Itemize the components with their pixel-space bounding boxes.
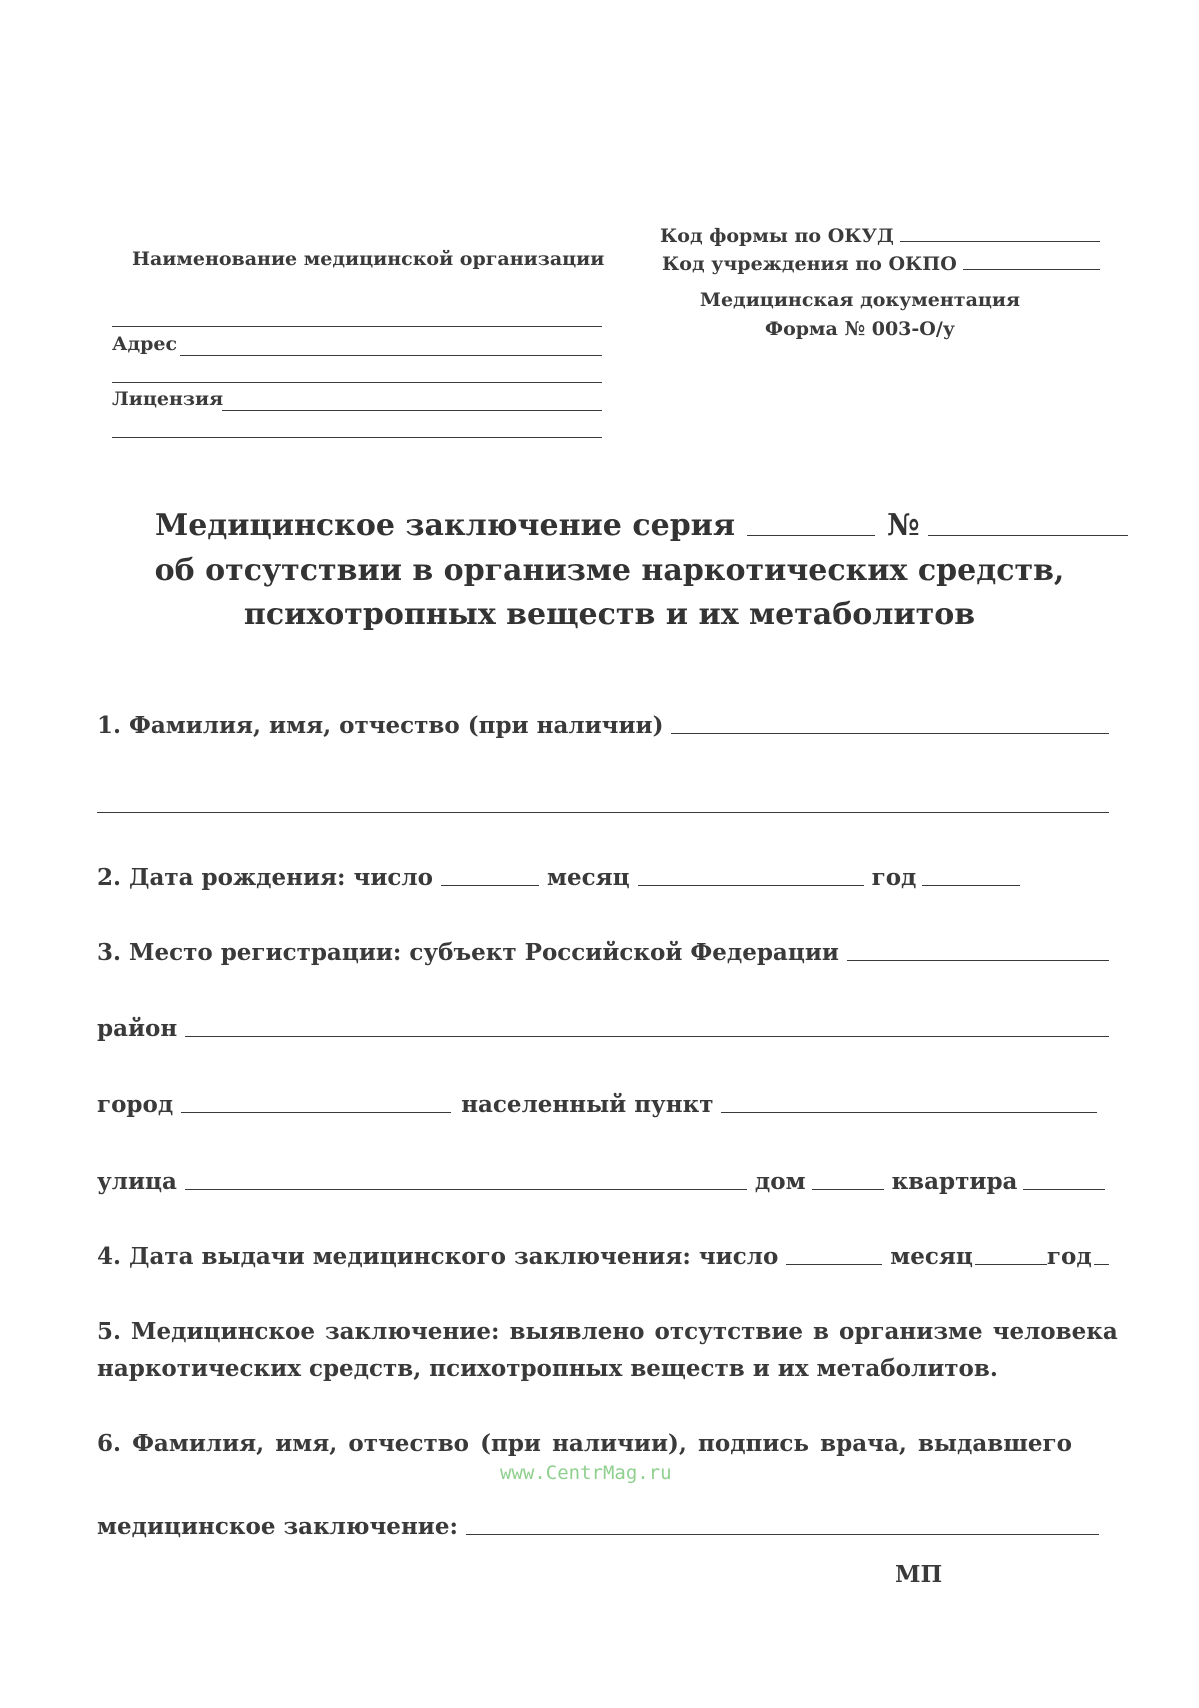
watermark: www.CentrMag.ru (500, 1462, 672, 1484)
apartment-line[interactable] (1023, 1189, 1105, 1190)
full-name-line-2[interactable] (97, 812, 1109, 813)
doc-type: Медицинская документация (699, 289, 1021, 311)
okpo-label: Код учреждения по ОКПО (662, 253, 957, 275)
house-line[interactable] (812, 1189, 884, 1190)
field-3-label: 3. Место регистрации: субъект Российской Федерации (97, 939, 839, 966)
okud-line[interactable] (900, 241, 1100, 242)
address-line[interactable] (180, 355, 602, 356)
city-line[interactable] (181, 1112, 451, 1113)
title-line-1 (155, 508, 1128, 543)
field-1-label: 1. Фамилия, имя, отчество (при наличии) (97, 712, 664, 739)
okud-label: Код формы по ОКУД (660, 225, 894, 247)
region-line[interactable] (847, 960, 1109, 961)
district-row (97, 1015, 1109, 1042)
license-line[interactable] (222, 410, 602, 411)
street-line[interactable] (185, 1189, 747, 1190)
okud-row (660, 225, 1100, 247)
settlement-label: населенный пункт (461, 1091, 714, 1118)
street-label: улица (97, 1168, 177, 1195)
full-name-line[interactable] (671, 733, 1109, 734)
okpo-line[interactable] (963, 269, 1100, 270)
title-line-3: психотропных веществ и их метаболитов (243, 597, 976, 632)
field-4-row (97, 1243, 1109, 1270)
field-3-row (97, 939, 1109, 966)
issue-year-line[interactable] (1094, 1264, 1109, 1265)
series-line[interactable] (747, 535, 875, 536)
issue-day-line[interactable] (786, 1264, 882, 1265)
number-line[interactable] (928, 535, 1128, 536)
title-prefix: Медицинское заключение серия (155, 508, 736, 543)
title-number-sign: № (887, 508, 920, 543)
org-name-line[interactable] (112, 326, 602, 327)
city-label: город (97, 1091, 174, 1118)
field-5-line-1: 5. Медицинское заключение: выявлено отсутствие в организме человека (97, 1318, 1118, 1345)
address-label: Адрес (112, 333, 178, 355)
field-1-row (97, 712, 1109, 739)
birth-month-line[interactable] (638, 885, 864, 886)
apartment-label: квартира (891, 1168, 1018, 1195)
license-label: Лицензия (112, 388, 224, 410)
okpo-row (662, 253, 1100, 275)
issue-year-label: год (1046, 1243, 1092, 1270)
stamp-label: МП (895, 1561, 943, 1588)
field-5-line-2: наркотических средств, психотропных веществ и их метаболитов. (97, 1355, 998, 1382)
org-name-label: Наименование медицинской организации (132, 248, 605, 270)
district-line[interactable] (185, 1036, 1109, 1037)
license-line-2[interactable] (112, 437, 602, 438)
field-2-row (97, 864, 1020, 891)
birth-day-line[interactable] (441, 885, 539, 886)
field-6-line-1: 6. Фамилия, имя, отчество (при наличии), подпись врача, выдавшего (97, 1430, 1072, 1457)
district-label: район (97, 1015, 178, 1042)
birth-year-label: год (871, 864, 917, 891)
birth-month-label: месяц (546, 864, 630, 891)
birth-year-line[interactable] (922, 885, 1020, 886)
address-line-2[interactable] (112, 382, 602, 383)
form-number: Форма № 003-О/у (765, 318, 955, 340)
settlement-line[interactable] (721, 1112, 1097, 1113)
field-6-label: медицинское заключение: (97, 1513, 458, 1540)
title-line-2: об отсутствии в организме наркотических средств, (154, 553, 1065, 588)
issue-month-label: месяц (890, 1243, 973, 1270)
field-2-label: 2. Дата рождения: число (97, 864, 433, 891)
street-row (97, 1168, 1105, 1195)
house-label: дом (754, 1168, 806, 1195)
issue-month-line[interactable] (975, 1264, 1047, 1265)
doctor-signature-line[interactable] (466, 1534, 1099, 1535)
field-6-row (97, 1513, 1099, 1540)
field-4-label: 4. Дата выдачи медицинского заключения: число (97, 1243, 779, 1270)
city-row (97, 1091, 1097, 1118)
